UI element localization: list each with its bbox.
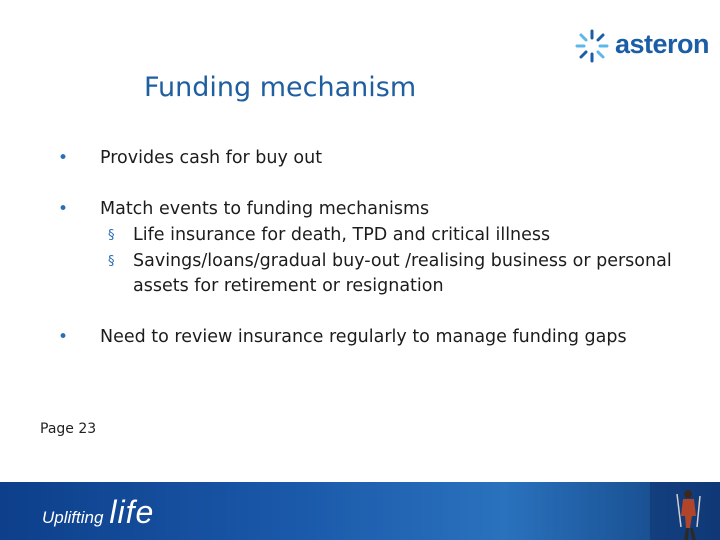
bullet-icon: • [58,199,69,219]
bullet-item [56,146,676,171]
bullet-text: Match events to funding mechanisms [100,199,430,219]
asteron-logo [574,28,709,64]
climber-silhouette-icon [650,482,720,540]
footer-banner [0,482,720,540]
tagline-small: Uplifting [42,508,104,527]
logo-wordmark: asteron [615,29,710,59]
bullet-text: Provides cash for buy out [100,148,323,168]
sub-bullet-item [100,249,676,299]
tagline-large: life [109,494,155,530]
bullet-item [56,325,676,350]
sub-bullet-icon: § [108,228,115,243]
star-burst-icon [574,28,610,64]
sub-bullet-item [100,223,676,248]
bullet-icon: • [58,148,69,168]
sub-bullet-icon: § [108,254,115,269]
sub-bullet-text: Life insurance for death, TPD and critical illness [133,225,551,245]
bullet-icon: • [58,327,69,347]
slide-content [56,146,676,376]
bullet-item [56,197,676,299]
tagline [42,494,155,530]
sub-bullet-text: Savings/loans/gradual buy-out /realising business or personal assets for retirement or resignation [133,251,672,296]
slide-title: Funding mechanism [144,72,417,103]
page-number: Page 23 [40,421,97,437]
bullet-text: Need to review insurance regularly to manage funding gaps [100,327,627,347]
